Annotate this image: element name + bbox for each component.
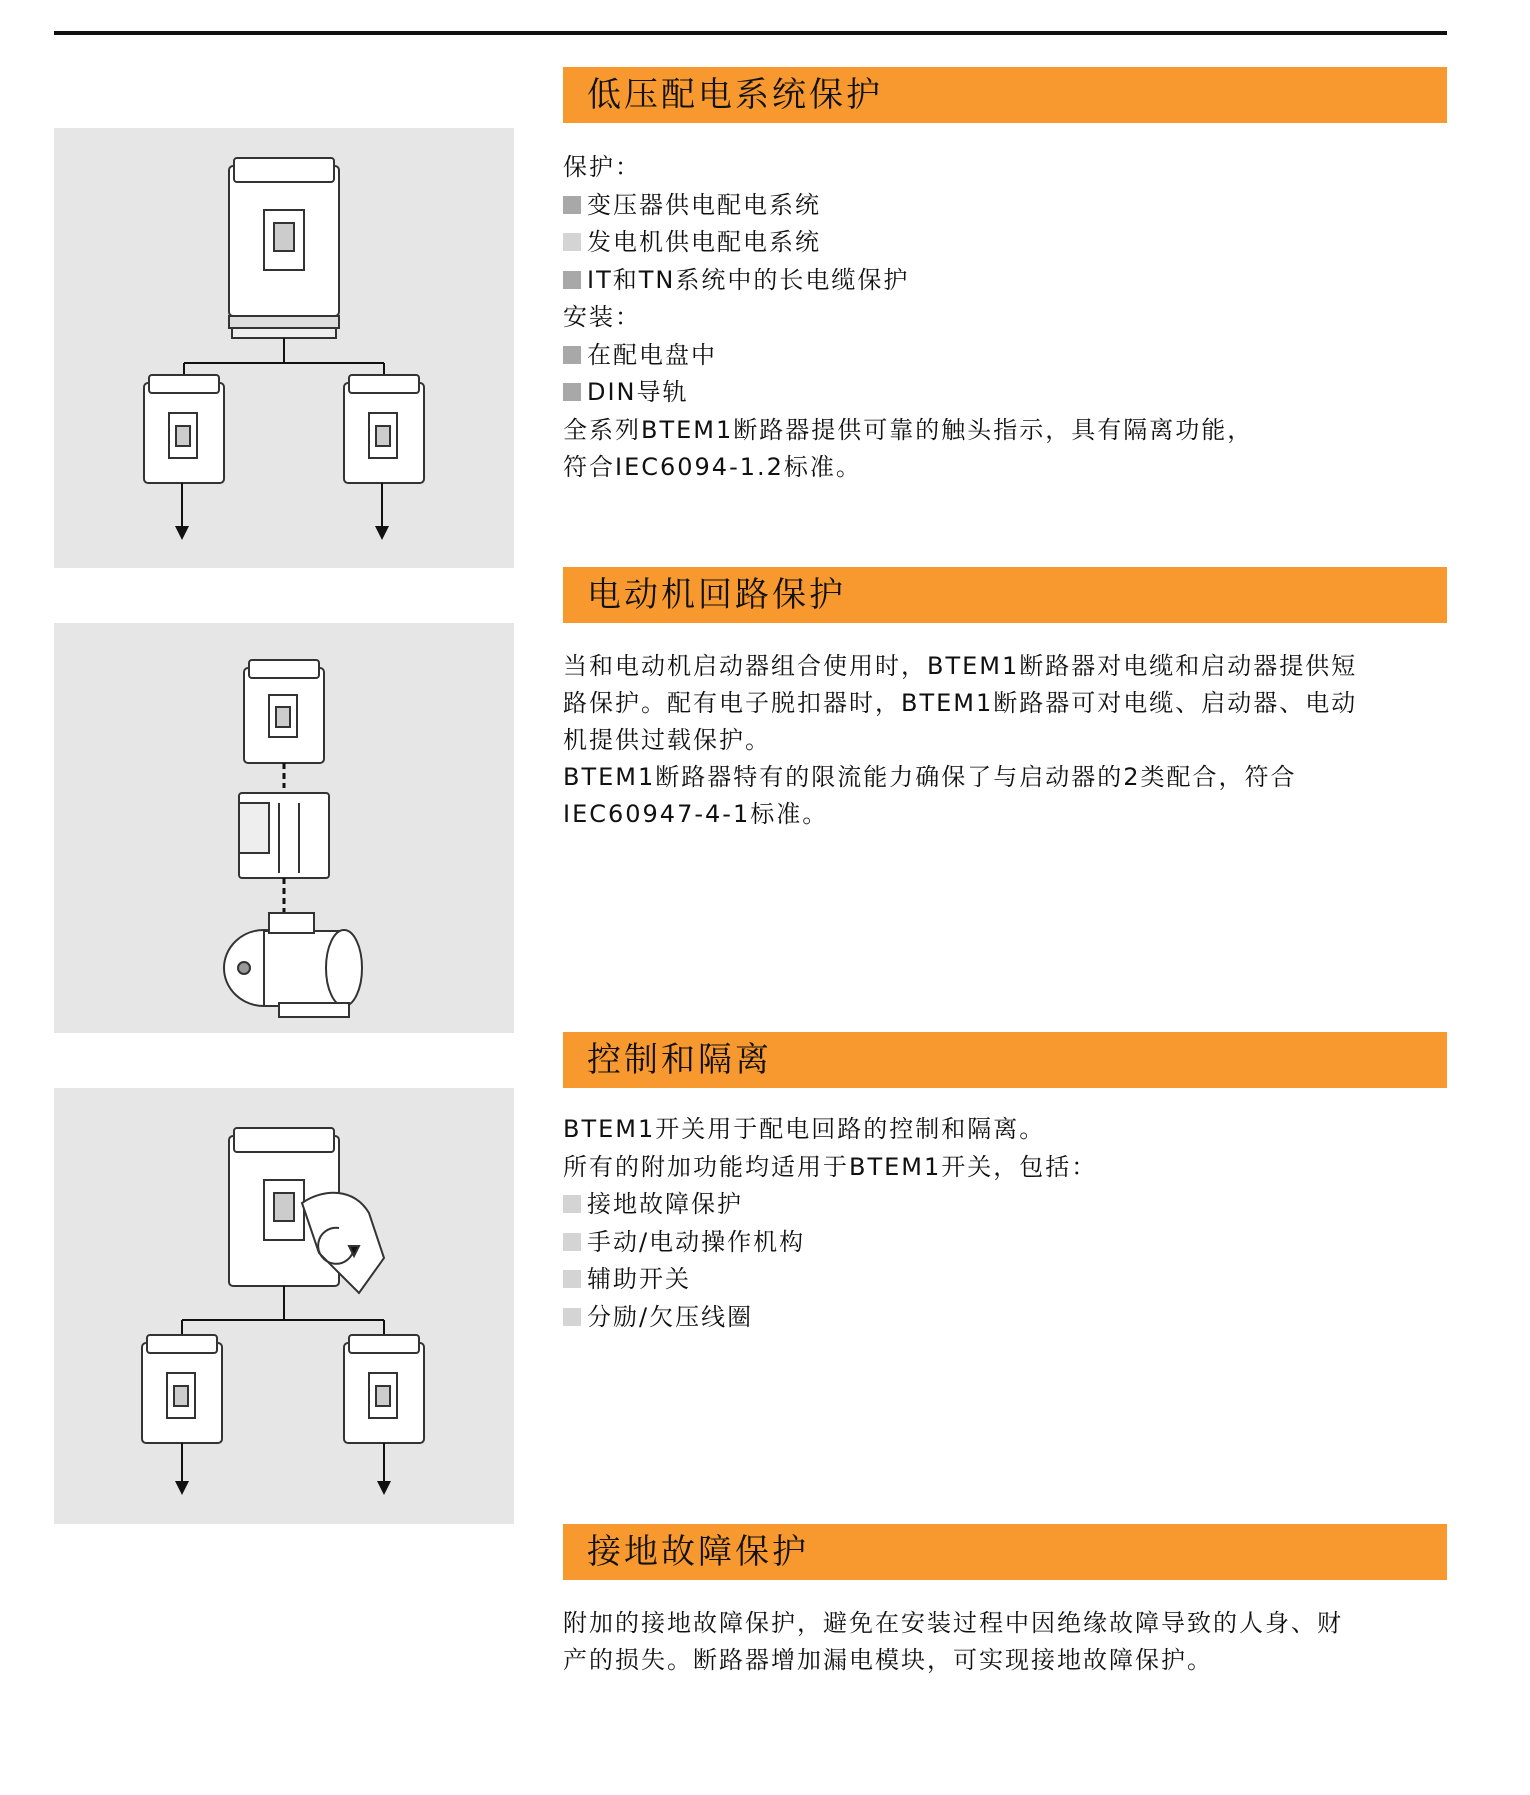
top-rule bbox=[54, 31, 1447, 35]
bullet-square-icon bbox=[563, 271, 581, 289]
control-figure bbox=[54, 1088, 514, 1524]
breaker-icon bbox=[244, 660, 324, 763]
body-line: 安装： bbox=[563, 303, 641, 331]
bullet-square-icon bbox=[563, 1308, 581, 1326]
list-item: 辅助开关 bbox=[563, 1261, 1463, 1299]
section-title-bar bbox=[563, 67, 1447, 123]
bullet-square-icon bbox=[563, 1233, 581, 1251]
list-item: 变压器供电配电系统 bbox=[563, 187, 1463, 225]
branch-breaker-right-icon bbox=[344, 1335, 424, 1443]
body-line: 符合IEC6094-1.2标准。 bbox=[563, 453, 862, 481]
body-line: BTEM1开关用于配电回路的控制和隔离。 bbox=[563, 1115, 1046, 1143]
body-line: 全系列BTEM1断路器提供可靠的触头指示，具有隔离功能， bbox=[563, 415, 1254, 444]
arrow-down-icon bbox=[375, 526, 389, 540]
body-line: BTEM1断路器特有的限流能力确保了与启动器的2类配合，符合 bbox=[563, 763, 1297, 791]
distribution-figure bbox=[54, 128, 514, 568]
body-line: 产的损失。断路器增加漏电模块，可实现接地故障保护。 bbox=[563, 1646, 1213, 1674]
section-title-bar bbox=[563, 567, 1447, 623]
body-line: 路保护。配有电子脱扣器时，BTEM1断路器可对电缆、启动器、电动 bbox=[563, 689, 1358, 717]
section-body bbox=[563, 1111, 1463, 1336]
distribution-diagram bbox=[54, 128, 514, 568]
list-item: 在配电盘中 bbox=[563, 337, 1463, 375]
section-title-bar bbox=[563, 1032, 1447, 1088]
arrow-down-icon bbox=[175, 526, 189, 540]
branch-breaker-right-icon bbox=[344, 375, 424, 483]
body-line: 机提供过载保护。 bbox=[563, 726, 771, 754]
section-body bbox=[563, 149, 1463, 487]
body-line: 保护： bbox=[563, 153, 641, 181]
arrow-down-icon bbox=[377, 1481, 391, 1495]
arrow-down-icon bbox=[175, 1481, 189, 1495]
motor-icon bbox=[224, 913, 362, 1017]
section-title: 低压配电系统保护 bbox=[587, 75, 883, 115]
section-title: 电动机回路保护 bbox=[587, 575, 846, 615]
control-diagram bbox=[54, 1088, 514, 1524]
list-item: 分励/欠压线圈 bbox=[563, 1299, 1463, 1337]
body-line: 当和电动机启动器组合使用时，BTEM1断路器对电缆和启动器提供短 bbox=[563, 652, 1358, 680]
bullet-square-icon bbox=[563, 383, 581, 401]
bullet-square-icon bbox=[563, 1270, 581, 1288]
list-item: 手动/电动操作机构 bbox=[563, 1224, 1463, 1262]
section-body bbox=[563, 648, 1463, 833]
body-line: 附加的接地故障保护，避免在安装过程中因绝缘故障导致的人身、财 bbox=[563, 1609, 1343, 1637]
branch-breaker-left-icon bbox=[144, 375, 224, 483]
section-title: 控制和隔离 bbox=[587, 1040, 772, 1080]
list-item: 发电机供电配电系统 bbox=[563, 224, 1463, 262]
bullet-square-icon bbox=[563, 233, 581, 251]
section-title-bar bbox=[563, 1524, 1447, 1580]
bullet-square-icon bbox=[563, 1195, 581, 1213]
branch-breaker-left-icon bbox=[142, 1335, 222, 1443]
section-body bbox=[563, 1605, 1463, 1679]
body-line: IEC60947-4-1标准。 bbox=[563, 800, 829, 828]
list-item: DIN导轨 bbox=[563, 374, 1463, 412]
main-breaker-icon bbox=[229, 158, 339, 338]
list-item: IT和TN系统中的长电缆保护 bbox=[563, 262, 1463, 300]
contactor-icon bbox=[239, 793, 329, 878]
motor-diagram bbox=[54, 623, 514, 1033]
body-line: 所有的附加功能均适用于BTEM1开关，包括： bbox=[563, 1152, 1098, 1181]
motor-figure bbox=[54, 623, 514, 1033]
bullet-square-icon bbox=[563, 196, 581, 214]
section-title: 接地故障保护 bbox=[587, 1532, 809, 1572]
bullet-square-icon bbox=[563, 346, 581, 364]
list-item: 接地故障保护 bbox=[563, 1186, 1463, 1224]
